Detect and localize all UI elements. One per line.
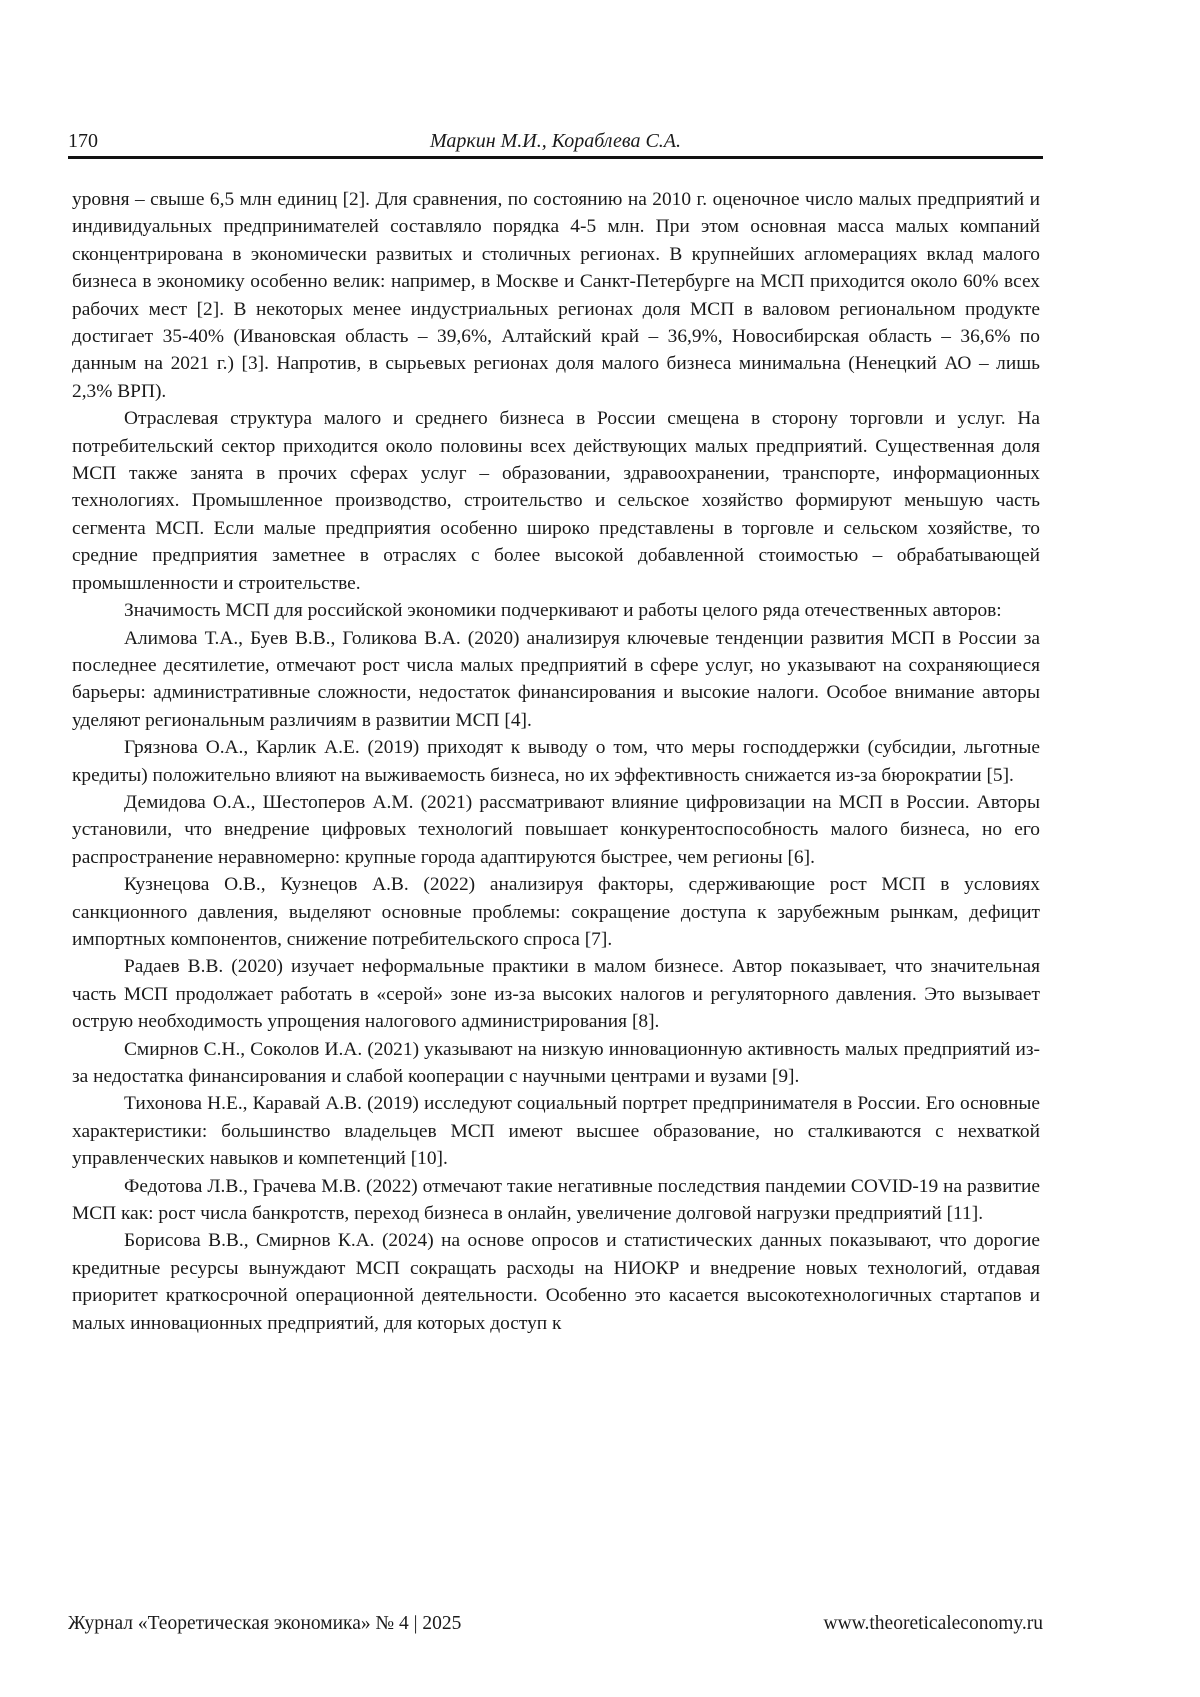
paragraph: Демидова О.А., Шестоперов А.М. (2021) рассматривают влияние цифровизации на МСП в России. Авторы установили, что внедрение цифровых технологий повышает конкурентоспособность малого бизнеса, но его распространение неравномерно: крупные города адаптируются быстрее, чем регионы [6].: [72, 789, 1040, 871]
paragraph: Отраслевая структура малого и среднего бизнеса в России смещена в сторону торговли и услуг. На потребительский сектор приходится около половины всех действующих малых предприятий. Существенная доля МСП также занята в прочих сферах услуг – образовании, здравоохранении, транспорте, информационных технологиях. Промышленное производство, строительство и сельское хозяйство формируют меньшую часть сегмента МСП. Если малые предприятия особенно широко представлены в торговле и сельском хозяйстве, то средние предприятия заметнее в отраслях с более высокой добавленной стоимостью – обрабатывающей промышленности и строительстве.: [72, 405, 1040, 597]
paragraph: Радаев В.В. (2020) изучает неформальные практики в малом бизнесе. Автор показывает, что значительная часть МСП продолжает работать в «серой» зоне из-за высоких налогов и регуляторного давления. Это вызывает острую необходимость упрощения налогового администрирования [8].: [72, 953, 1040, 1035]
paragraph: Борисова В.В., Смирнов К.А. (2024) на основе опросов и статистических данных показывают, что дорогие кредитные ресурсы вынуждают МСП сокращать расходы на НИОКР и внедрение новых технологий, отдавая приоритет краткосрочной операционной деятельности. Особенно это касается высокотехнологичных стартапов и малых инновационных предприятий, для которых доступ к: [72, 1227, 1040, 1337]
journal-name: Журнал «Теоретическая экономика» № 4 | 2025: [68, 1613, 461, 1635]
paragraph: Грязнова О.А., Карлик А.Е. (2019) приходят к выводу о том, что меры господдержки (субсидии, льготные кредиты) положительно влияют на выживаемость бизнеса, но их эффективность снижается из-за бюрократии [5].: [72, 734, 1040, 789]
page-header: [68, 130, 1043, 156]
running-title: Маркин М.И., Кораблева С.А.: [68, 130, 1043, 153]
paragraph: Смирнов С.Н., Соколов И.А. (2021) указывают на низкую инновационную активность малых предприятий из-за недостатка финансирования и слабой кооперации с научными центрами и вузами [9].: [72, 1036, 1040, 1091]
website-link[interactable]: www.theoreticaleconomy.ru: [824, 1613, 1043, 1635]
paragraph: Федотова Л.В., Грачева М.В. (2022) отмечают такие негативные последствия пандемии COVID-19 на развитие МСП как: рост числа банкротств, переход бизнеса в онлайн, увеличение долговой нагрузки предприятий [11].: [72, 1173, 1040, 1228]
paragraph: Алимова Т.А., Буев В.В., Голикова В.А. (2020) анализируя ключевые тенденции развития МСП в России за последнее десятилетие, отмечают рост числа малых предприятий в сфере услуг, но указывают на сохраняющиеся барьеры: административные сложности, недостаток финансирования и высокие налоги. Особое внимание авторы уделяют региональным различиям в развитии МСП [4].: [72, 625, 1040, 735]
article-body: [72, 186, 1040, 1337]
paragraph: Тихонова Н.Е., Каравай А.В. (2019) исследуют социальный портрет предпринимателя в России. Его основные характеристики: большинство владельцев МСП имеют высшее образование, но сталкиваются с нехваткой управленческих навыков и компетенций [10].: [72, 1090, 1040, 1172]
page-number: 170: [68, 130, 98, 153]
paragraph: уровня – свыше 6,5 млн единиц [2]. Для сравнения, по состоянию на 2010 г. оценочное число малых предприятий и индивидуальных предпринимателей составляло порядка 4-5 млн. При этом основная масса малых компаний сконцентрирована в экономически развитых и столичных регионах. В крупнейших агломерациях вклад малого бизнеса в экономику особенно велик: например, в Москве и Санкт-Петербурге на МСП приходится около 60% всех рабочих мест [2]. В некоторых менее индустриальных регионах доля МСП в валовом региональном продукте достигает 35-40% (Ивановская область – 39,6%, Алтайский край – 36,9%, Новосибирская область – 36,6% по данным на 2021 г.) [3]. Напротив, в сырьевых регионах доля малого бизнеса минимальна (Ненецкий АО – лишь 2,3% ВРП).: [72, 186, 1040, 405]
paragraph: Значимость МСП для российской экономики подчеркивают и работы целого ряда отечественных авторов:: [72, 597, 1040, 624]
paragraph: Кузнецова О.В., Кузнецов А.В. (2022) анализируя факторы, сдерживающие рост МСП в условиях санкционного давления, выделяют основные проблемы: сокращение доступа к зарубежным рынкам, дефицит импортных компонентов, снижение потребительского спроса [7].: [72, 871, 1040, 953]
header-rule: [68, 156, 1043, 159]
